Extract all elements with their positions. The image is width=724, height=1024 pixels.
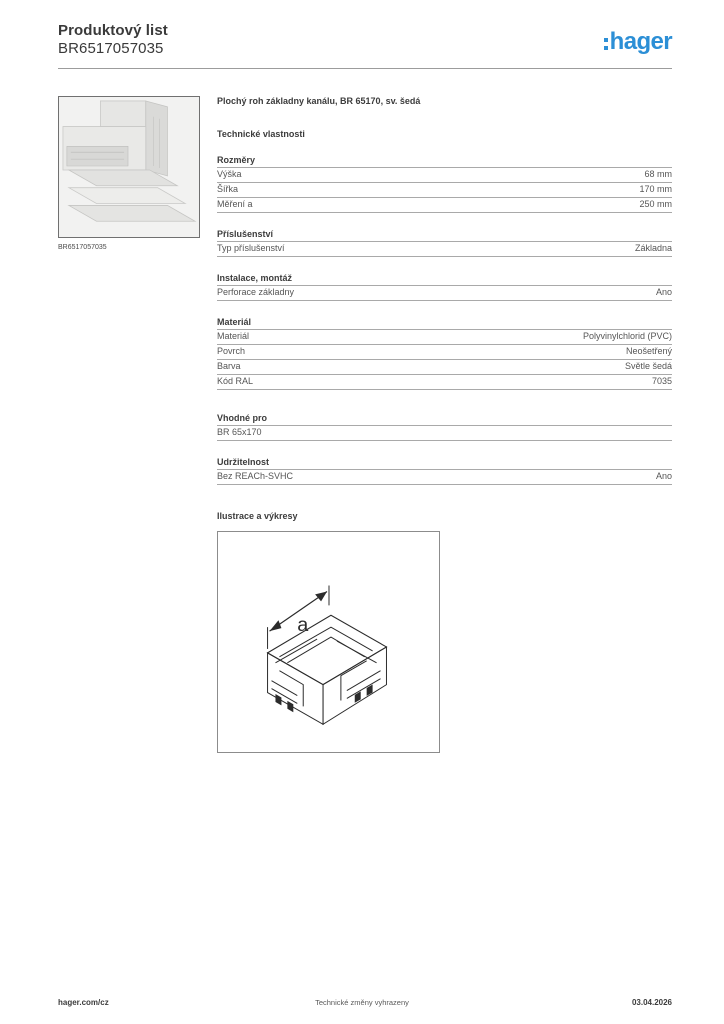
section-title: Vhodné pro <box>217 413 672 426</box>
spec-row <box>217 470 672 485</box>
spec-row <box>217 198 672 213</box>
spec-value: Ano <box>655 471 672 481</box>
spec-label: Materiál <box>217 331 250 341</box>
spec-row <box>217 242 672 257</box>
technical-drawing <box>217 531 440 753</box>
spec-label: Barva <box>217 361 241 371</box>
spec-value: Polyvinylchlorid (PVC) <box>582 331 672 341</box>
spec-value: Základna <box>634 243 672 253</box>
footer-website[interactable]: hager.com/cz <box>58 998 109 1007</box>
logo-dots-icon <box>604 38 608 50</box>
spec-row <box>217 345 672 360</box>
section-title: Udržitelnost <box>217 457 672 470</box>
spec-sections <box>217 155 672 485</box>
spec-value: Ano <box>655 287 672 297</box>
dimension-label: a <box>297 614 309 637</box>
spec-value: Neošetřený <box>625 346 672 356</box>
spec-section <box>217 229 672 257</box>
spec-row <box>217 375 672 390</box>
spec-row <box>217 360 672 375</box>
product-name: Plochý roh základny kanálu, BR 65170, sv. šedá <box>217 96 421 106</box>
spec-row <box>217 426 672 441</box>
spec-section <box>217 413 672 441</box>
spec-value: 7035 <box>651 376 672 386</box>
footer-date: 03.04.2026 <box>631 998 672 1007</box>
spec-label: Typ příslušenství <box>217 243 285 253</box>
spec-row <box>217 286 672 301</box>
spec-section <box>217 155 672 213</box>
technical-properties-heading: Technické vlastnosti <box>217 129 305 139</box>
spec-label: Měření a <box>217 199 253 209</box>
spec-row <box>217 168 672 183</box>
hager-logo[interactable] <box>604 27 672 57</box>
spec-label: Výška <box>217 169 242 179</box>
drawings-heading: Ilustrace a výkresy <box>217 511 298 521</box>
header-divider <box>58 68 672 69</box>
spec-value: Světle šedá <box>624 361 672 371</box>
section-title: Příslušenství <box>217 229 672 242</box>
spec-section <box>217 457 672 485</box>
spec-label: Bez REACh-SVHC <box>217 471 294 481</box>
section-title: Instalace, montáž <box>217 273 672 286</box>
section-title: Materiál <box>217 317 672 330</box>
photo-caption: BR6517057035 <box>58 244 107 251</box>
section-title: Rozměry <box>217 155 672 168</box>
spec-label: Povrch <box>217 346 246 356</box>
spec-label: BR 65x170 <box>217 427 262 437</box>
spec-label: Kód RAL <box>217 376 254 386</box>
product-photo <box>58 96 200 238</box>
logo-text: hager <box>609 28 672 55</box>
spec-value: 170 mm <box>639 184 672 194</box>
page-title: Produktový list <box>58 22 168 39</box>
spec-row <box>217 330 672 345</box>
spec-label: Perforace základny <box>217 287 295 297</box>
spec-section <box>217 273 672 301</box>
spec-section <box>217 317 672 390</box>
spec-value: 68 mm <box>644 169 672 179</box>
spec-label: Šířka <box>217 184 239 194</box>
product-details <box>217 96 672 753</box>
footer-notice: Technické změny vyhrazeny <box>315 998 409 1007</box>
spec-row <box>217 183 672 198</box>
spec-value: 250 mm <box>639 199 672 209</box>
product-code: BR6517057035 <box>58 40 164 57</box>
